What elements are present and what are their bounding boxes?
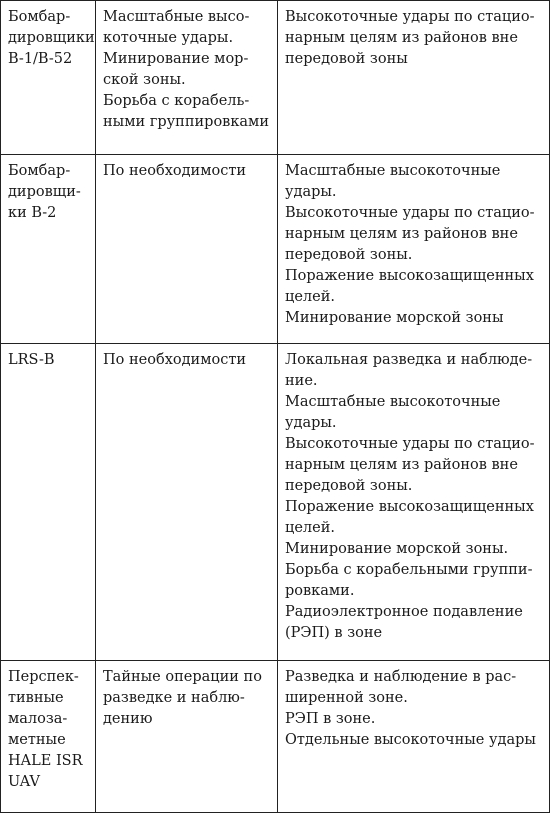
cell-text-line: HALE ISR — [8, 753, 83, 769]
platform-cell — [1, 661, 96, 813]
cell-text-line: Локальная разведка и наблюде- — [285, 352, 533, 368]
tasks-cell — [278, 344, 550, 661]
cell-text-line: UAV — [8, 774, 40, 790]
cell-text-line: нарным целям из районов вне — [285, 457, 518, 473]
cell-text-line: разведке и наблю- — [103, 690, 245, 706]
cell-text-line: Высокоточные удары по стацио- — [285, 9, 535, 25]
cell-text-line: По необходимости — [103, 163, 247, 179]
cell-text-line: метные — [8, 732, 66, 748]
cell-text-line: Бомбар- — [8, 163, 71, 179]
cell-text-line: Минирование морской зоны. — [285, 541, 509, 557]
platform-cell — [1, 155, 96, 344]
cell-text-line: Минирование мор- — [103, 51, 249, 67]
cell-text-line: удары. — [285, 184, 337, 200]
cell-text-line: (РЭП) в зоне — [285, 625, 383, 641]
cell-text-line: Бомбар- — [8, 9, 71, 25]
cell-text-line: нарным целям из районов вне — [285, 30, 518, 46]
cell-text-line: коточные удары. — [103, 30, 234, 46]
table-body — [1, 1, 550, 813]
cell-text-line: Поражение высокозащищенных — [285, 499, 534, 515]
cell-text-line: ской зоны. — [103, 72, 186, 88]
tasks-cell — [278, 1, 550, 155]
cell-text-line: РЭП в зоне. — [285, 711, 376, 727]
cell-text-line: Радиоэлектронное подавление — [285, 604, 523, 620]
cell-text-line: дировщики — [8, 30, 95, 46]
cell-text-line: тивные — [8, 690, 64, 706]
cell-text-line: дировщи- — [8, 184, 81, 200]
cell-text-line: удары. — [285, 415, 337, 431]
table-row — [1, 1, 550, 155]
cell-text-line: малоза- — [8, 711, 68, 727]
cell-text-line: LRS-B — [8, 352, 55, 368]
cell-text-line: дению — [103, 711, 153, 727]
cell-text-line: передовой зоны. — [285, 478, 413, 494]
platform-cell — [1, 344, 96, 661]
cell-text-line: Минирование морской зоны — [285, 310, 504, 326]
cell-text-line: Борьба с корабельными группи- — [285, 562, 533, 578]
mode-cell — [96, 661, 278, 813]
cell-text-line: целей. — [285, 520, 335, 536]
mode-cell — [96, 155, 278, 344]
cell-text-line: целей. — [285, 289, 335, 305]
mode-cell — [96, 1, 278, 155]
cell-text-line: Высокоточные удары по стацио- — [285, 436, 535, 452]
cell-text-line: B-1/B-52 — [8, 51, 73, 67]
cell-text-line: передовой зоны — [285, 51, 408, 67]
tasks-cell — [278, 661, 550, 813]
platform-cell — [1, 1, 96, 155]
cell-text-line: ки B-2 — [8, 205, 57, 221]
table-row — [1, 661, 550, 813]
cell-text-line: ными группировками — [103, 114, 269, 130]
mode-cell — [96, 344, 278, 661]
cell-text-line: Масштабные высо- — [103, 9, 250, 25]
cell-text-line: Высокоточные удары по стацио- — [285, 205, 535, 221]
cell-text-line: ние. — [285, 373, 318, 389]
cell-text-line: Разведка и наблюдение в рас- — [285, 669, 517, 685]
cell-text-line: ширенной зоне. — [285, 690, 408, 706]
table-row — [1, 344, 550, 661]
cell-text-line: ровками. — [285, 583, 355, 599]
cell-text-line: По необходимости — [103, 352, 247, 368]
tasks-cell — [278, 155, 550, 344]
cell-text-line: Поражение высокозащищенных — [285, 268, 534, 284]
cell-text-line: Тайные операции по — [103, 669, 262, 685]
table-row — [1, 155, 550, 344]
cell-text-line: Перспек- — [8, 669, 79, 685]
cell-text-line: нарным целям из районов вне — [285, 226, 518, 242]
cell-text-line: Масштабные высокоточные — [285, 163, 501, 179]
cell-text-line: Борьба с корабель- — [103, 93, 250, 109]
cell-text-line: передовой зоны. — [285, 247, 413, 263]
cell-text-line: Отдельные высокоточные удары — [285, 732, 536, 748]
cell-text-line: Масштабные высокоточные — [285, 394, 501, 410]
